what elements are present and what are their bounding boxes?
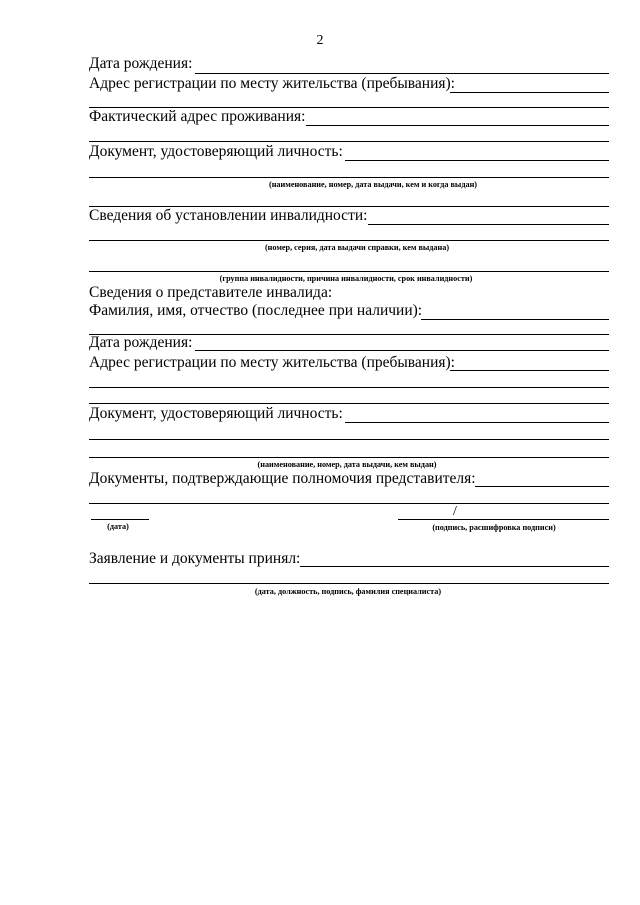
applicant-actual-address-label: Фактический адрес проживания: [89,108,306,125]
accepted-by-field[interactable] [300,566,609,567]
representative-authority-documents-label: Документы, подтверждающие полномочия представителя: [89,470,476,487]
applicant-registration-address-label: Адрес регистрации по месту жительства (пребывания): [89,75,455,92]
representative-identity-document-field-line-3[interactable] [89,457,609,458]
representative-identity-document-caption: (наименование, номер, дата выдачи, кем выдан) [257,460,437,469]
applicant-registration-address-field[interactable] [450,92,609,93]
accepted-by-label: Заявление и документы принял: [89,550,301,567]
representative-identity-document-label: Документ, удостоверяющий личность: [89,405,343,422]
representative-registration-address-field-line-3[interactable] [89,403,609,404]
signature-field[interactable] [398,519,609,520]
representative-section-title: Сведения о представителе инвалида: [89,284,333,301]
applicant-identity-document-field[interactable] [345,160,609,161]
representative-registration-address-label: Адрес регистрации по месту жительства (пребывания): [89,354,455,371]
representative-birth-date-label: Дата рождения: [89,334,193,351]
signature-caption: (подпись, расшифровка подписи) [432,523,556,532]
applicant-birth-date-label: Дата рождения: [89,55,193,72]
representative-authority-documents-field-line-2[interactable] [89,503,609,504]
page-number: 2 [316,33,324,48]
applicant-identity-document-caption: (наименование, номер, дата выдачи, кем и когда выдан) [268,180,478,189]
representative-full-name-field[interactable] [421,319,609,320]
applicant-disability-info-field-line-2[interactable] [89,240,609,241]
applicant-actual-address-field-line-2[interactable] [89,141,609,142]
representative-registration-address-field-line-2[interactable] [89,387,609,388]
applicant-disability-group-field[interactable] [89,271,609,272]
representative-identity-document-field[interactable] [345,422,609,423]
applicant-identity-document-label: Документ, удостоверяющий личность: [89,143,343,160]
accepted-by-caption: (дата, должность, подпись, фамилия специалиста) [254,587,442,596]
signature-slash: / [453,504,457,519]
representative-birth-date-field[interactable] [195,350,609,351]
applicant-identity-document-field-line-2[interactable] [89,177,609,178]
applicant-disability-info-field[interactable] [368,224,609,225]
applicant-disability-group-caption: (группа инвалидности, причина инвалидности, срок инвалидности) [219,274,473,283]
representative-registration-address-field[interactable] [450,370,609,371]
applicant-actual-address-field[interactable] [306,125,609,126]
representative-full-name-label: Фамилия, имя, отчество (последнее при наличии): [89,302,423,319]
applicant-disability-info-label: Сведения об установлении инвалидности: [89,207,368,224]
applicant-disability-certificate-caption: (номер, серия, дата выдачи справки, кем выдана) [264,243,450,252]
applicant-birth-date-field[interactable] [195,73,609,74]
representative-identity-document-field-line-2[interactable] [89,439,609,440]
date-caption: (дата) [107,522,129,531]
representative-authority-documents-field[interactable] [475,486,609,487]
date-field[interactable] [91,519,149,520]
accepted-by-field-line-2[interactable] [89,583,609,584]
